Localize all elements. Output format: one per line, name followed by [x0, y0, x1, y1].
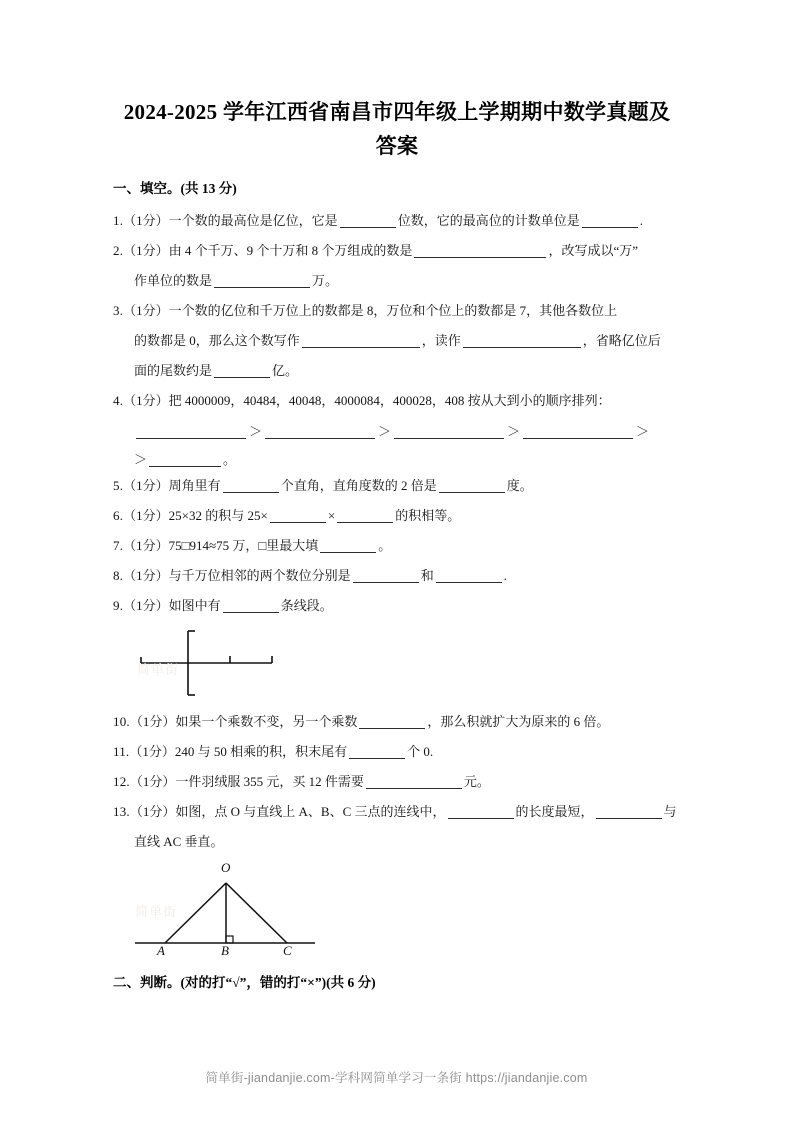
question-9 — [113, 593, 681, 619]
question-5 — [113, 473, 681, 499]
question-7-blank-1[interactable] — [320, 538, 376, 553]
question-1-text-c: . — [639, 213, 643, 229]
figure-watermark-1: 简单街 — [137, 661, 180, 677]
question-10 — [113, 709, 681, 735]
question-4-blank-3[interactable] — [394, 424, 504, 439]
question-13-number: 13. — [113, 803, 130, 819]
question-4-gt-3: ＞ — [507, 424, 521, 440]
question-5-blank-2[interactable] — [439, 478, 505, 493]
question-2-line-2 — [113, 268, 681, 294]
question-6-text-a: 25×32 的积与 25× — [168, 507, 268, 523]
question-9-text-a: 如图中有 — [168, 597, 221, 613]
question-3-blank-2[interactable] — [463, 333, 581, 348]
question-8-text-b: 和 — [420, 567, 434, 583]
question-4-text-end: 。 — [223, 451, 237, 467]
question-12-number: 12. — [113, 773, 130, 789]
question-11-text-b: 个 0. — [407, 743, 434, 759]
question-5-text-c: 度。 — [506, 477, 533, 493]
question-1-score: （1分） — [123, 213, 169, 229]
line-segment-figure — [137, 623, 337, 703]
question-2-text-c: 作单位的数是 — [134, 273, 213, 289]
question-10-number: 10. — [113, 713, 130, 729]
question-6-text-c: 的积相等。 — [395, 507, 461, 523]
question-2-score: （1分） — [123, 243, 169, 259]
question-1 — [113, 208, 681, 234]
question-3-text-d: ，省略亿位后 — [582, 333, 661, 349]
question-8-blank-1[interactable] — [353, 568, 419, 583]
question-6-blank-2[interactable] — [337, 508, 393, 523]
question-6-blank-1[interactable] — [270, 508, 326, 523]
question-10-blank-1[interactable] — [359, 714, 425, 729]
question-12-text-b: 元。 — [463, 773, 490, 789]
triangle-label-C: C — [283, 942, 292, 958]
question-3-score: （1分） — [123, 303, 169, 319]
question-6-number: 6. — [113, 507, 124, 523]
question-11-text-a: 240 与 50 相乘的积，积末尾有 — [174, 743, 348, 759]
question-1-blank-1[interactable] — [340, 213, 396, 228]
question-3 — [113, 298, 681, 324]
question-5-number: 5. — [113, 477, 124, 493]
document-content — [113, 95, 681, 1002]
question-4-score: （1分） — [123, 393, 169, 409]
question-3-blank-1[interactable] — [302, 333, 420, 348]
question-9-score: （1分） — [123, 597, 169, 613]
question-8-text-a: 与千万位相邻的两个数位分别是 — [168, 567, 351, 583]
question-4-blank-1[interactable] — [136, 424, 246, 439]
question-2-blank-2[interactable] — [214, 273, 310, 288]
question-13-text-a: 如图，点 O 与直线上 A、B、C 三点的连线中， — [175, 803, 446, 819]
question-2-text-b: ，改写成以“万” — [548, 243, 638, 259]
question-12-text-a: 一件羽绒服 355 元，买 12 件需要 — [175, 773, 364, 789]
question-13-blank-2[interactable] — [596, 804, 662, 819]
question-3-text-e: 面的尾数约是 — [134, 363, 213, 379]
question-6 — [113, 503, 681, 529]
question-7-number: 7. — [113, 537, 124, 553]
question-4-ordering-row-2 — [113, 446, 681, 473]
question-9-blank-1[interactable] — [223, 598, 279, 613]
section-heading-fill-in-blanks: 一、填空。(共 13 分) — [113, 181, 237, 197]
question-12 — [113, 769, 681, 795]
question-10-text-a: 如果一个乘数不变，另一个乘数 — [175, 713, 358, 729]
question-4-number: 4. — [113, 393, 124, 409]
question-8-text-c: . — [503, 567, 507, 583]
question-2-blank-1[interactable] — [414, 243, 546, 258]
question-1-blank-2[interactable] — [582, 213, 638, 228]
question-13-score: （1分） — [129, 803, 176, 819]
question-13-line-2 — [113, 829, 681, 855]
question-6-score: （1分） — [123, 507, 169, 523]
question-5-text-b: 个直角，直角度数的 2 倍是 — [280, 477, 437, 493]
question-12-score: （1分） — [129, 773, 176, 789]
question-7-score: （1分） — [123, 537, 169, 553]
question-11-score: （1分） — [129, 743, 175, 759]
question-13 — [113, 799, 681, 825]
question-8-number: 8. — [113, 567, 124, 583]
question-10-score: （1分） — [129, 713, 176, 729]
figure-watermark-2: 简单街 — [135, 903, 178, 919]
question-1-text-a: 一个数的最高位是亿位，它是 — [168, 213, 338, 229]
question-13-text-d: 直线 AC 垂直。 — [134, 833, 224, 849]
question-11-number: 11. — [113, 743, 130, 759]
question-2-number: 2. — [113, 243, 124, 259]
question-5-blank-1[interactable] — [223, 478, 279, 493]
question-2-text-a: 由 4 个千万、9 个十万和 8 个万组成的数是 — [168, 243, 413, 259]
question-8 — [113, 563, 681, 589]
triangle-perpendicular-figure — [125, 861, 335, 961]
question-7-text-b: 。 — [378, 537, 392, 553]
page-title: 2024-2025 学年江西省南昌市四年级上学期期中数学真题及答案 — [123, 100, 671, 159]
question-4-blank-2[interactable] — [265, 424, 375, 439]
question-4 — [113, 388, 681, 414]
question-11 — [113, 739, 681, 765]
question-4-ordering-row-1 — [113, 418, 681, 445]
question-2 — [113, 238, 681, 264]
question-4-gt-5: ＞ — [134, 451, 148, 467]
question-3-line-3 — [113, 358, 681, 384]
section-heading-true-false: 二、判断。(对的打“√”，错的打“×”)(共 6 分) — [113, 974, 376, 990]
question-13-blank-1[interactable] — [448, 804, 514, 819]
question-3-text-f: 亿。 — [272, 363, 299, 379]
question-7 — [113, 533, 681, 559]
question-9-number: 9. — [113, 597, 124, 613]
question-3-text-a: 一个数的亿位和千万位上的数都是 8，万位和个位上的数都是 7，其他各数位上 — [168, 303, 618, 319]
question-8-blank-2[interactable] — [436, 568, 502, 583]
question-12-blank-1[interactable] — [366, 774, 462, 789]
question-8-score: （1分） — [123, 567, 169, 583]
question-4-gt-4: ＞ — [636, 424, 650, 440]
triangle-label-B: B — [221, 942, 229, 958]
question-5-score: （1分） — [123, 477, 169, 493]
triangle-label-A: A — [157, 942, 165, 958]
question-9-text-b: 条线段。 — [280, 597, 333, 613]
question-13-text-c: 与 — [663, 803, 677, 819]
question-4-blank-5[interactable] — [149, 452, 221, 467]
question-4-text-a: 把 4000009，40484，40048，4000084，400028，408 按从大到小的顺序排列： — [168, 393, 611, 409]
question-13-text-b: 的长度最短， — [515, 803, 594, 819]
question-3-blank-3[interactable] — [214, 363, 270, 378]
question-7-text-a: 75□914≈75 万，□里最大填 — [168, 537, 319, 553]
question-4-gt-1: ＞ — [249, 424, 263, 440]
question-4-gt-2: ＞ — [378, 424, 392, 440]
question-3-text-b: 的数都是 0，那么这个数写作 — [134, 333, 300, 349]
triangle-label-O: O — [221, 859, 231, 875]
question-11-blank-1[interactable] — [349, 744, 405, 759]
question-1-text-b: 位数，它的最高位的计数单位是 — [397, 213, 580, 229]
question-5-text-a: 周角里有 — [168, 477, 221, 493]
question-3-number: 3. — [113, 303, 124, 319]
question-1-number: 1. — [113, 213, 124, 229]
question-2-text-d: 万。 — [312, 273, 339, 289]
question-6-text-b: × — [327, 507, 336, 523]
question-4-blank-4[interactable] — [523, 424, 633, 439]
footer-watermark: 简单街-jiandanjie.com-学科网简单学习一条街 https://jiandanjie.com — [205, 1071, 588, 1085]
question-3-line-2 — [113, 328, 681, 354]
question-10-text-b: ，那么积就扩大为原来的 6 倍。 — [427, 713, 610, 729]
line-segment-figure-svg — [137, 623, 337, 703]
question-3-text-c: ，读作 — [421, 333, 461, 349]
